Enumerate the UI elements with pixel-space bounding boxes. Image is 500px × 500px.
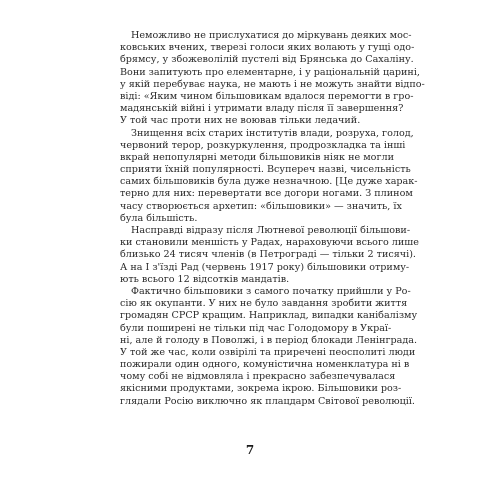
text-line: пожирали один одного, комуністична номенклатура ні в <box>120 359 410 371</box>
text-line: ковських вчених, тверезі голоси яких волають у гущі одо- <box>120 42 415 54</box>
text-line: У той час проти них не воював тільки ледачий. <box>120 115 361 127</box>
text-line: були поширені не тільки під час Голодомору в Украї- <box>120 322 392 334</box>
paragraph-3 <box>120 225 419 286</box>
text-line: близько 24 тисяч членів (в Петрограді — тільки 2 тисячі). <box>120 249 416 261</box>
text-line: А на І з'їзді Рад (червень 1917 року) більшовики отриму- <box>120 261 410 273</box>
text-line: ні, але й голоду в Поволжі, і в період блокади Ленінграда. <box>120 334 418 346</box>
text-line: віді: «Яким чином більшовикам вдалося перемогти в гро- <box>120 90 414 102</box>
text-line: вкрай непопулярні методи більшовиків ніяк не могли <box>120 151 394 163</box>
text-line: Неможливо не прислухатися до міркувань деяких мос- <box>131 30 412 41</box>
text-line: Знищення всіх старих інститутів влади, розруха, голод, <box>131 127 414 139</box>
text-line: якісними продуктами, зокрема ікрою. Більшовики роз- <box>120 383 402 395</box>
text-line: громадян СРСР кращим. Наприклад, випадки канібалізму <box>120 310 418 322</box>
text-line: чому собі не відмовляла і прекрасно забезпечувалася <box>120 371 396 383</box>
text-line: Вони запитують про елементарне, і у раціональній царині, <box>120 66 420 78</box>
text-line: ють всього 12 відсотків мандатів. <box>120 273 290 285</box>
paragraph-4 <box>120 285 418 408</box>
paragraph-2 <box>120 127 418 226</box>
text-line: часу створюється архетип: «більшовики» — значить, їх <box>120 200 402 212</box>
text-line: червоний терор, розкуркулення, продрозкладка та інші <box>120 139 406 151</box>
text-line: глядали Росію виключно як плацдарм Світової революції. <box>120 395 415 407</box>
text-line: сприяти їхній популярності. Всупереч назві, чисельність <box>120 164 411 176</box>
text-line: Насправді відразу після Лютневої революції більшови- <box>131 225 411 236</box>
text-line: сію як окупанти. У них не було завдання зробити життя <box>120 298 408 310</box>
paragraph-1 <box>120 30 425 128</box>
text-line: самих більшовиків була дуже незначною. [Це дуже харак- <box>120 176 418 188</box>
page-number: 7 <box>245 443 255 457</box>
text-line: у якій перебуває наука, не мають і не можуть знайти відпо- <box>120 78 425 90</box>
body-text <box>120 30 425 408</box>
text-line: Фактично більшовики з самого початку прийшли у Ро- <box>131 285 411 297</box>
text-line: терно для них: перевертати все догори ногами. З плином <box>120 188 413 200</box>
text-line: У той же час, коли озвірілі та приречені пеосполиті люди <box>120 346 416 358</box>
text-line: брямсу, у збожеволілій пустелі від Брянська до Сахаліну. <box>120 54 414 66</box>
text-line: була більшість. <box>120 212 198 224</box>
text-line: мадянській війні і утримати владу після її завершення? <box>120 103 404 115</box>
text-line: ки становили меншість у Радах, нараховуючи всього лише <box>120 237 419 249</box>
